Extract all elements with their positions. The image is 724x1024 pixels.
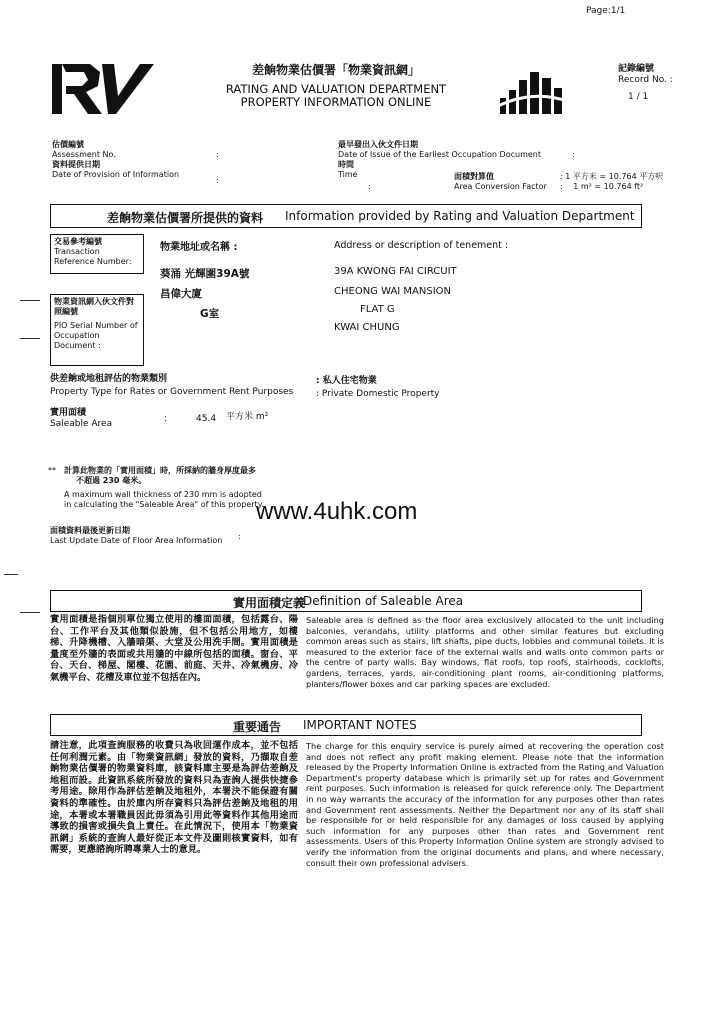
property-type-value-en: Private Domestic Property: [321, 389, 440, 399]
pio-serial-box: [50, 294, 144, 366]
time-label-en: Time: [338, 170, 358, 179]
wall-note-en-2: in calculating the "Saleable Area" of this property.: [64, 500, 264, 509]
notes-text-zh: 請注意，此項查詢服務的收費只為收回運作成本，並不包括任何利潤元素。由「物業資訊網」發放的資料，乃擷取自差餉物業估價署的物業資料庫，該資料庫主要是為評估差餉及地租而設。此資訊系統所發放的資料只為查詢人提供快捷參考用途。除用作為評估差餉及地租外，本署決不能保證有關資料的準確性。由於庫內所存資料只為評估差餉及地租的用途，本署或本署職員因此毋須為引用此等資料作其他用途而導致的損害或損失負上責任。在此情況下，使用本「物業資訊網」系統的查詢人最好從正本文件及圖則核實資料，如有需要，更應諮詢所聘專業人士的意見。: [50, 740, 298, 856]
record-value: 1 / 1: [628, 92, 649, 102]
last-update-label-zh: 面積資料最後更新日期: [50, 526, 130, 535]
info-bar-en: Information provided by Rating and Valuation Department: [285, 209, 635, 223]
address-zh-line-2: 昌偉大廈: [160, 288, 202, 300]
info-provided-bar: [50, 204, 642, 228]
transaction-reference-box: [50, 234, 144, 274]
time-label-zh: 時間: [338, 160, 354, 169]
conversion-value-en: 1 m² = 10.764 ft²: [573, 182, 644, 191]
address-en-line-4: KWAI CHUNG: [334, 322, 400, 333]
title-en-1: RATING AND VALUATION DEPARTMENT: [225, 82, 447, 96]
conversion-value-zh: 1 平方米 = 10.764 平方呎: [565, 172, 664, 181]
saleable-label-en: Saleable Area: [50, 419, 113, 429]
property-type-label-en: Property Type for Rates or Government Rent Purposes: [50, 387, 294, 397]
address-label-en: Address or description of tenement :: [334, 240, 509, 251]
pio-label-zh: 物業資訊網入伙文件對照編號: [54, 297, 134, 316]
title-en-2: PROPERTY INFORMATION ONLINE: [240, 95, 432, 109]
saleable-unit: 平方米 m²: [226, 412, 269, 422]
property-type-label-zh: 供差餉或地租評估的物業類別: [50, 374, 168, 384]
note-marker: **: [48, 466, 56, 475]
address-zh-line-3: G室: [200, 308, 220, 320]
rv-logo: [52, 60, 154, 118]
notes-bar-zh: 重要通告: [233, 720, 282, 734]
transaction-label-en: Transaction Reference Number:: [54, 247, 132, 266]
conversion-label-en: Area Conversion Factor: [454, 182, 547, 191]
saleable-label-zh: 實用面積: [50, 408, 87, 418]
definition-bar-zh: 實用面積定義: [233, 596, 306, 610]
record-label-en: Record No. :: [618, 75, 673, 85]
provision-label-en: Date of Provision of Information: [52, 170, 180, 179]
address-label-zh: 物業地址或名稱 :: [160, 242, 238, 253]
conversion-label-zh: 面積對算值: [454, 172, 494, 181]
wall-note-zh-2: 不超過 230 毫米。: [76, 476, 147, 485]
address-en-line-3: FLAT G: [360, 304, 395, 315]
occupation-label-en: Date of Issue of the Earliest Occupation Document: [338, 150, 541, 159]
notes-text-en: The charge for this enquiry service is purely aimed at recovering the operation cost and does not reflect any profit making element. Please note that the information released by the Property Information Online is extracted from the Rating and Valuation Department's property database which is primarily set up for rates and Government rent purposes. Such information is released for quick reference only. The Department in no way warrants the accuracy of the information for any purposes other than rates and Government rent assessments. Neither the Department nor any of its staff shall be responsible for or held responsible for any damages or loss caused by applying such information for any purposes other than rates and Government rent assessments. Users of this Property Information Online system are strongly advised to verify the information from the original documents and plans, and where necessary, consult their own professional advisers.: [306, 741, 664, 868]
wall-note-zh-1: 計算此物業的「實用面積」時，所採納的牆身厚度最多: [64, 466, 256, 475]
notes-bar-en: IMPORTANT NOTES: [303, 718, 417, 732]
definition-bar-en: Definition of Saleable Area: [303, 594, 464, 608]
info-bar-zh: 差餉物業估價署所提供的資料: [107, 211, 264, 225]
definition-bar: [50, 590, 642, 612]
address-zh-line-1: 葵涌 光輝圍39A號: [160, 268, 250, 280]
pio-label-en: PIO Serial Number of Occupation Document :: [54, 321, 138, 350]
margin-mark: [4, 574, 18, 575]
address-en-line-2: CHEONG WAI MANSION: [334, 286, 452, 297]
important-notes-bar: [50, 714, 642, 736]
definition-text-zh: 實用面積是指個別單位獨立使用的樓面面積，包括露台、陽台、工作平台及其他類似設施，但不包括公用地方，如樓梯、升降機槽、入牆暗渠、大堂及公用洗手間。實用面積是量度至外牆的表面或共用牆的中線所包括的面積。窗台、平台、天台、梯屋、閣樓、花園、前庭、天井、冷氣機房、冷氣機平台、花槽及車位並不包括在內。: [50, 614, 298, 683]
margin-mark: [20, 300, 40, 301]
transaction-label-zh: 交易參考編號: [54, 237, 102, 246]
assessment-label-en: Assessment No.: [52, 150, 116, 159]
address-en-line-1: 39A KWONG FAI CIRCUIT: [334, 266, 457, 277]
definition-text-en: Saleable area is defined as the floor area exclusively allocated to the unit including balconies, verandahs, utility platforms and other similar features but excluding common areas such as stairs, lift shafts, pipe ducts, lobbies and communal toilets. It is measured to the exterior face of the external walls and walls onto common parts or the centre of party walls. Bay windows, flat roofs, top roofs, stairhoods, cocklofts, gardens, terraces, yards, air-conditioning plant rooms, air-conditioning platforms, planters/flower boxes and car parking spaces are excluded.: [306, 615, 664, 689]
property-type-value-zh: 私人住宅物業: [322, 376, 377, 386]
watermark: www.4uhk.com: [256, 498, 418, 525]
last-update-label-en: Last Update Date of Floor Area Information: [50, 536, 223, 545]
assessment-label-zh: 估價編號: [52, 140, 84, 149]
saleable-value: 45.4: [196, 414, 217, 424]
buildings-logo: [492, 64, 572, 118]
occupation-label-zh: 最早發出入伙文件日期: [338, 140, 418, 149]
page-number: Page:1/1: [586, 6, 626, 16]
wall-note-en-1: A maximum wall thickness of 230 mm is adopted: [64, 490, 262, 499]
provision-label-zh: 資料提供日期: [52, 160, 100, 169]
margin-mark: [20, 612, 40, 613]
record-label-zh: 記錄編號: [618, 64, 655, 74]
margin-mark: [20, 338, 40, 339]
title-zh: 差餉物業估價署「物業資訊網」: [251, 63, 420, 77]
